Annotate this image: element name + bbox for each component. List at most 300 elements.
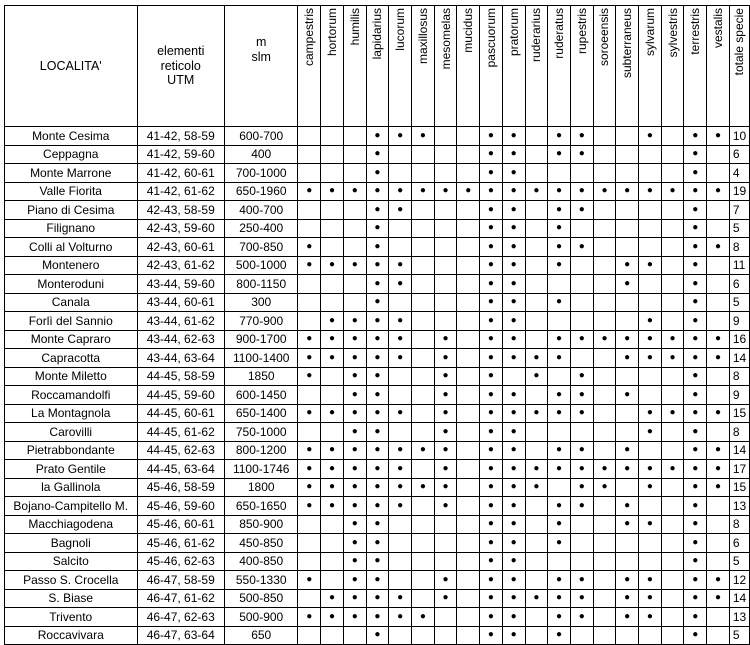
presence-cell-terrestris xyxy=(684,478,707,497)
table-row xyxy=(5,182,750,201)
presence-marker: ● xyxy=(510,481,517,493)
presence-cell-pratorum xyxy=(502,330,525,349)
presence-marker: ● xyxy=(556,148,563,160)
altitude-cell: 500-900 xyxy=(224,608,298,627)
presence-marker: ● xyxy=(442,351,449,363)
presence-marker: ● xyxy=(533,592,540,604)
presence-marker: ● xyxy=(556,222,563,234)
presence-cell-mucidus xyxy=(457,386,480,405)
presence-marker: ● xyxy=(692,518,699,530)
presence-cell-subterraneus xyxy=(616,275,639,294)
presence-cell-ruderatus xyxy=(548,441,571,460)
presence-marker: ● xyxy=(374,166,381,178)
presence-marker: ● xyxy=(624,610,631,622)
presence-cell-ruderarius xyxy=(525,571,548,590)
presence-marker: ● xyxy=(419,610,426,622)
presence-cell-mesomelas xyxy=(434,423,457,442)
presence-marker: ● xyxy=(487,407,494,419)
presence-cell-sylvestris xyxy=(661,441,684,460)
presence-cell-terrestris xyxy=(684,312,707,331)
presence-cell-soroeensis xyxy=(593,423,616,442)
presence-cell-maxillosus xyxy=(411,145,434,164)
presence-cell-sylvestris xyxy=(661,423,684,442)
presence-marker: ● xyxy=(487,444,494,456)
altitude-cell: 1850 xyxy=(224,367,298,386)
presence-cell-mesomelas xyxy=(434,127,457,146)
presence-cell-sylvarum xyxy=(639,275,662,294)
header-species-rupestris xyxy=(570,6,593,127)
header-species-label: mucidus xyxy=(461,8,476,53)
presence-marker: ● xyxy=(374,462,381,474)
presence-marker: ● xyxy=(714,185,721,197)
presence-cell-mucidus xyxy=(457,367,480,386)
presence-cell-vestalis xyxy=(707,515,730,534)
presence-cell-humilis xyxy=(343,293,366,312)
presence-marker: ● xyxy=(692,499,699,511)
presence-marker: ● xyxy=(556,629,563,641)
presence-cell-mucidus xyxy=(457,127,480,146)
presence-cell-vestalis xyxy=(707,441,730,460)
presence-cell-hortorum xyxy=(321,201,344,220)
presence-marker: ● xyxy=(351,425,358,437)
presence-cell-maxillosus xyxy=(411,571,434,590)
presence-marker: ● xyxy=(442,481,449,493)
presence-marker: ● xyxy=(306,333,313,345)
presence-cell-pascuorum xyxy=(480,608,503,627)
utm-cell: 45-46, 58-59 xyxy=(137,478,224,497)
presence-cell-mucidus xyxy=(457,608,480,627)
presence-cell-rupestris xyxy=(570,256,593,275)
table-row xyxy=(5,589,750,608)
altitude-cell: 1800 xyxy=(224,478,298,497)
presence-cell-hortorum xyxy=(321,293,344,312)
presence-cell-lapidarius xyxy=(366,238,389,257)
presence-marker: ● xyxy=(374,610,381,622)
presence-cell-ruderarius xyxy=(525,608,548,627)
presence-cell-ruderarius xyxy=(525,219,548,238)
presence-cell-lucorum xyxy=(389,386,412,405)
presence-marker: ● xyxy=(351,499,358,511)
header-species-maxillosus xyxy=(411,6,434,127)
presence-marker: ● xyxy=(351,481,358,493)
presence-marker: ● xyxy=(510,222,517,234)
presence-cell-ruderatus xyxy=(548,608,571,627)
presence-cell-terrestris xyxy=(684,552,707,571)
presence-cell-mesomelas xyxy=(434,312,457,331)
presence-cell-mesomelas xyxy=(434,589,457,608)
presence-marker: ● xyxy=(646,407,653,419)
presence-marker: ● xyxy=(556,407,563,419)
presence-cell-rupestris xyxy=(570,386,593,405)
presence-cell-hortorum xyxy=(321,534,344,553)
presence-marker: ● xyxy=(714,462,721,474)
presence-cell-mesomelas xyxy=(434,349,457,368)
presence-cell-ruderarius xyxy=(525,534,548,553)
presence-cell-soroeensis xyxy=(593,589,616,608)
total-cell: 6 xyxy=(729,275,749,294)
table-row xyxy=(5,127,750,146)
total-cell: 5 xyxy=(729,626,749,645)
presence-cell-lucorum xyxy=(389,441,412,460)
presence-cell-lapidarius xyxy=(366,460,389,479)
header-species-label: campestris xyxy=(302,8,317,67)
presence-cell-pascuorum xyxy=(480,182,503,201)
presence-cell-soroeensis xyxy=(593,145,616,164)
presence-marker: ● xyxy=(487,592,494,604)
presence-marker: ● xyxy=(329,499,336,511)
locality-cell: Pietrabbondante xyxy=(5,441,138,460)
header-species-ruderarius xyxy=(525,6,548,127)
presence-cell-mucidus xyxy=(457,478,480,497)
presence-cell-vestalis xyxy=(707,589,730,608)
presence-marker: ● xyxy=(397,203,404,215)
presence-marker: ● xyxy=(556,259,563,271)
presence-marker: ● xyxy=(487,240,494,252)
presence-cell-ruderatus xyxy=(548,238,571,257)
presence-cell-subterraneus xyxy=(616,293,639,312)
presence-cell-lucorum xyxy=(389,127,412,146)
presence-marker: ● xyxy=(556,129,563,141)
presence-cell-terrestris xyxy=(684,275,707,294)
presence-cell-soroeensis xyxy=(593,515,616,534)
presence-marker: ● xyxy=(442,462,449,474)
header-species-hortorum xyxy=(321,6,344,127)
presence-cell-rupestris xyxy=(570,367,593,386)
locality-cell: Piano di Cesima xyxy=(5,201,138,220)
presence-marker: ● xyxy=(306,185,313,197)
presence-cell-maxillosus xyxy=(411,626,434,645)
presence-cell-rupestris xyxy=(570,478,593,497)
presence-cell-terrestris xyxy=(684,386,707,405)
header-species-label: pratorum xyxy=(506,8,521,57)
total-cell: 12 xyxy=(729,571,749,590)
presence-cell-mucidus xyxy=(457,441,480,460)
presence-marker: ● xyxy=(397,333,404,345)
presence-cell-hortorum xyxy=(321,552,344,571)
presence-cell-pratorum xyxy=(502,256,525,275)
presence-cell-soroeensis xyxy=(593,164,616,183)
presence-cell-ruderarius xyxy=(525,552,548,571)
presence-cell-campestris xyxy=(298,423,321,442)
presence-cell-terrestris xyxy=(684,460,707,479)
presence-cell-humilis xyxy=(343,478,366,497)
locality-cell: Monte Miletto xyxy=(5,367,138,386)
presence-cell-ruderatus xyxy=(548,145,571,164)
presence-cell-campestris xyxy=(298,256,321,275)
presence-cell-ruderatus xyxy=(548,626,571,645)
locality-cell: Monte Capraro xyxy=(5,330,138,349)
presence-cell-ruderatus xyxy=(548,349,571,368)
presence-cell-vestalis xyxy=(707,534,730,553)
presence-marker: ● xyxy=(578,592,585,604)
presence-cell-pascuorum xyxy=(480,404,503,423)
presence-cell-lucorum xyxy=(389,312,412,331)
presence-cell-sylvestris xyxy=(661,515,684,534)
presence-marker: ● xyxy=(351,573,358,585)
presence-marker: ● xyxy=(601,333,608,345)
altitude-cell: 550-1330 xyxy=(224,571,298,590)
presence-cell-vestalis xyxy=(707,404,730,423)
altitude-cell: 400 xyxy=(224,145,298,164)
table-row xyxy=(5,238,750,257)
presence-marker: ● xyxy=(465,185,472,197)
presence-cell-rupestris xyxy=(570,238,593,257)
total-cell: 14 xyxy=(729,349,749,368)
presence-cell-sylvarum xyxy=(639,571,662,590)
presence-cell-rupestris xyxy=(570,275,593,294)
presence-cell-mesomelas xyxy=(434,219,457,238)
presence-cell-sylvestris xyxy=(661,219,684,238)
presence-cell-hortorum xyxy=(321,497,344,516)
presence-cell-pratorum xyxy=(502,127,525,146)
presence-cell-maxillosus xyxy=(411,497,434,516)
presence-marker: ● xyxy=(556,203,563,215)
presence-marker: ● xyxy=(533,351,540,363)
presence-cell-lapidarius xyxy=(366,404,389,423)
presence-cell-pratorum xyxy=(502,589,525,608)
presence-cell-campestris xyxy=(298,386,321,405)
presence-cell-vestalis xyxy=(707,626,730,645)
presence-cell-pratorum xyxy=(502,515,525,534)
presence-cell-campestris xyxy=(298,460,321,479)
header-species-label: sylvarum xyxy=(642,8,657,57)
presence-cell-subterraneus xyxy=(616,571,639,590)
presence-marker: ● xyxy=(510,314,517,326)
altitude-cell: 650-1960 xyxy=(224,182,298,201)
presence-cell-mucidus xyxy=(457,312,480,331)
presence-marker: ● xyxy=(556,462,563,474)
altitude-cell: 770-900 xyxy=(224,312,298,331)
presence-cell-ruderarius xyxy=(525,349,548,368)
presence-cell-mesomelas xyxy=(434,515,457,534)
presence-cell-ruderarius xyxy=(525,256,548,275)
presence-cell-pascuorum xyxy=(480,219,503,238)
table-row xyxy=(5,626,750,645)
presence-marker: ● xyxy=(487,277,494,289)
presence-cell-subterraneus xyxy=(616,238,639,257)
presence-cell-mucidus xyxy=(457,145,480,164)
presence-cell-hortorum xyxy=(321,182,344,201)
presence-cell-pascuorum xyxy=(480,349,503,368)
presence-marker: ● xyxy=(692,370,699,382)
presence-marker: ● xyxy=(556,185,563,197)
presence-cell-vestalis xyxy=(707,293,730,312)
presence-marker: ● xyxy=(692,259,699,271)
presence-marker: ● xyxy=(306,351,313,363)
utm-cell: 41-42, 61-62 xyxy=(137,182,224,201)
presence-cell-sylvestris xyxy=(661,164,684,183)
presence-cell-lucorum xyxy=(389,626,412,645)
presence-cell-humilis xyxy=(343,460,366,479)
presence-cell-mesomelas xyxy=(434,330,457,349)
presence-marker: ● xyxy=(351,610,358,622)
presence-cell-pascuorum xyxy=(480,423,503,442)
presence-cell-subterraneus xyxy=(616,349,639,368)
header-species-lapidarius xyxy=(366,6,389,127)
presence-cell-pascuorum xyxy=(480,552,503,571)
presence-cell-subterraneus xyxy=(616,534,639,553)
utm-cell: 45-46, 61-62 xyxy=(137,534,224,553)
presence-cell-pascuorum xyxy=(480,293,503,312)
utm-cell: 41-42, 58-59 xyxy=(137,127,224,146)
presence-marker: ● xyxy=(578,148,585,160)
presence-cell-pratorum xyxy=(502,238,525,257)
presence-cell-rupestris xyxy=(570,201,593,220)
locality-cell: Monte Cesima xyxy=(5,127,138,146)
presence-cell-subterraneus xyxy=(616,404,639,423)
presence-marker: ● xyxy=(510,185,517,197)
presence-marker: ● xyxy=(442,370,449,382)
presence-cell-ruderarius xyxy=(525,293,548,312)
utm-cell: 42-43, 60-61 xyxy=(137,238,224,257)
presence-marker: ● xyxy=(374,148,381,160)
presence-cell-soroeensis xyxy=(593,552,616,571)
presence-cell-ruderarius xyxy=(525,127,548,146)
presence-cell-lapidarius xyxy=(366,423,389,442)
presence-cell-terrestris xyxy=(684,256,707,275)
utm-cell: 46-47, 62-63 xyxy=(137,608,224,627)
presence-cell-mesomelas xyxy=(434,293,457,312)
presence-cell-sylvestris xyxy=(661,238,684,257)
presence-cell-soroeensis xyxy=(593,293,616,312)
presence-cell-subterraneus xyxy=(616,589,639,608)
presence-marker: ● xyxy=(578,444,585,456)
altitude-cell: 450-850 xyxy=(224,534,298,553)
header-species-label: hortorum xyxy=(325,8,340,57)
presence-marker: ● xyxy=(556,518,563,530)
presence-marker: ● xyxy=(487,555,494,567)
presence-cell-ruderatus xyxy=(548,534,571,553)
presence-marker: ● xyxy=(646,573,653,585)
presence-marker: ● xyxy=(419,185,426,197)
presence-cell-campestris xyxy=(298,534,321,553)
presence-cell-terrestris xyxy=(684,182,707,201)
header-row xyxy=(5,6,750,127)
presence-cell-vestalis xyxy=(707,497,730,516)
presence-cell-pratorum xyxy=(502,182,525,201)
presence-cell-sylvestris xyxy=(661,608,684,627)
table-row xyxy=(5,330,750,349)
presence-marker: ● xyxy=(374,629,381,641)
presence-cell-mesomelas xyxy=(434,404,457,423)
presence-cell-mucidus xyxy=(457,330,480,349)
table-row xyxy=(5,275,750,294)
presence-cell-maxillosus xyxy=(411,293,434,312)
presence-cell-sylvarum xyxy=(639,127,662,146)
presence-cell-subterraneus xyxy=(616,626,639,645)
presence-cell-subterraneus xyxy=(616,182,639,201)
presence-cell-soroeensis xyxy=(593,330,616,349)
header-species-label: mesomelas xyxy=(438,8,453,70)
presence-cell-ruderarius xyxy=(525,497,548,516)
presence-cell-terrestris xyxy=(684,423,707,442)
presence-cell-terrestris xyxy=(684,608,707,627)
presence-cell-mesomelas xyxy=(434,571,457,590)
presence-marker: ● xyxy=(397,259,404,271)
presence-marker: ● xyxy=(578,388,585,400)
presence-marker: ● xyxy=(646,481,653,493)
presence-cell-sylvarum xyxy=(639,312,662,331)
presence-cell-ruderarius xyxy=(525,404,548,423)
presence-cell-soroeensis xyxy=(593,312,616,331)
presence-cell-pratorum xyxy=(502,552,525,571)
presence-marker: ● xyxy=(487,573,494,585)
presence-cell-hortorum xyxy=(321,238,344,257)
presence-cell-mucidus xyxy=(457,219,480,238)
presence-cell-terrestris xyxy=(684,330,707,349)
presence-cell-sylvarum xyxy=(639,497,662,516)
presence-cell-sylvestris xyxy=(661,182,684,201)
presence-cell-soroeensis xyxy=(593,127,616,146)
presence-cell-terrestris xyxy=(684,515,707,534)
total-cell: 8 xyxy=(729,238,749,257)
presence-marker: ● xyxy=(646,333,653,345)
presence-cell-soroeensis xyxy=(593,497,616,516)
presence-cell-mucidus xyxy=(457,256,480,275)
presence-marker: ● xyxy=(487,351,494,363)
presence-cell-campestris xyxy=(298,626,321,645)
presence-cell-ruderatus xyxy=(548,275,571,294)
header-species-pascuorum xyxy=(480,6,503,127)
presence-marker: ● xyxy=(578,203,585,215)
presence-marker: ● xyxy=(510,277,517,289)
presence-marker: ● xyxy=(374,222,381,234)
presence-cell-maxillosus xyxy=(411,515,434,534)
presence-marker: ● xyxy=(714,240,721,252)
utm-cell: 43-44, 62-63 xyxy=(137,330,224,349)
presence-cell-lapidarius xyxy=(366,497,389,516)
presence-marker: ● xyxy=(351,518,358,530)
table-row xyxy=(5,404,750,423)
presence-cell-sylvarum xyxy=(639,386,662,405)
header-species-lucorum xyxy=(389,6,412,127)
presence-marker: ● xyxy=(692,444,699,456)
presence-marker: ● xyxy=(442,592,449,604)
header-utm-label: elementi reticolo UTM xyxy=(157,43,205,88)
presence-cell-soroeensis xyxy=(593,626,616,645)
header-total-label: totale specie xyxy=(732,8,747,76)
presence-cell-humilis xyxy=(343,238,366,257)
presence-marker: ● xyxy=(487,222,494,234)
presence-cell-subterraneus xyxy=(616,256,639,275)
total-cell: 9 xyxy=(729,312,749,331)
presence-cell-vestalis xyxy=(707,460,730,479)
presence-cell-rupestris xyxy=(570,423,593,442)
total-cell: 4 xyxy=(729,164,749,183)
header-species-mucidus xyxy=(457,6,480,127)
presence-cell-ruderarius xyxy=(525,238,548,257)
total-cell: 6 xyxy=(729,145,749,164)
utm-cell: 44-45, 63-64 xyxy=(137,460,224,479)
presence-cell-lapidarius xyxy=(366,182,389,201)
presence-cell-lucorum xyxy=(389,515,412,534)
presence-cell-terrestris xyxy=(684,219,707,238)
altitude-cell: 1100-1400 xyxy=(224,349,298,368)
presence-cell-lapidarius xyxy=(366,552,389,571)
presence-cell-mesomelas xyxy=(434,386,457,405)
presence-cell-subterraneus xyxy=(616,441,639,460)
presence-cell-sylvarum xyxy=(639,330,662,349)
presence-cell-hortorum xyxy=(321,145,344,164)
presence-cell-lucorum xyxy=(389,164,412,183)
presence-marker: ● xyxy=(329,481,336,493)
utm-cell: 44-45, 61-62 xyxy=(137,423,224,442)
presence-cell-ruderarius xyxy=(525,275,548,294)
presence-cell-campestris xyxy=(298,441,321,460)
presence-marker: ● xyxy=(351,259,358,271)
presence-cell-maxillosus xyxy=(411,367,434,386)
presence-marker: ● xyxy=(692,555,699,567)
